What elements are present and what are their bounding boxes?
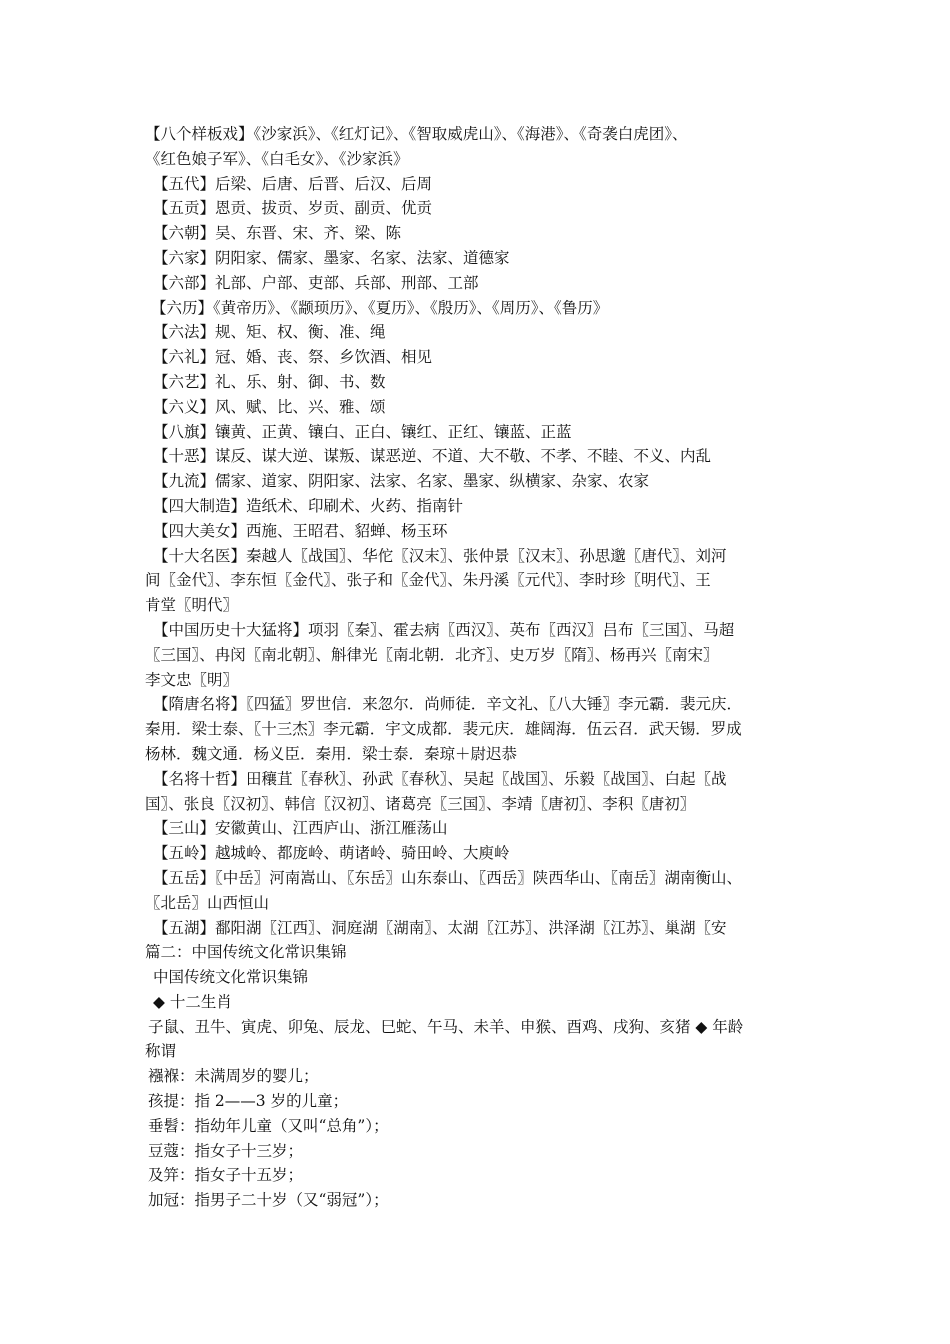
- text-line: 称谓: [145, 1042, 177, 1061]
- list-item: 及笄：指女子十五岁；: [148, 1166, 304, 1185]
- text-line: 【十大名医】秦越人〖战国〗、华佗〖汉末〗、张仲景〖汉末〗、孙思邈〖唐代〗、刘河: [153, 546, 727, 565]
- text-line: 【六朝】吴、东晋、宋、齐、梁、陈: [153, 224, 402, 243]
- text-line: 【名将十哲】田穰苴〖春秋〗、孙武〖春秋〗、吴起〖战国〗、乐毅〖战国〗、白起〖战: [153, 769, 727, 788]
- text-line: 〖三国〗、冉闵〖南北朝〗、斛律光〖南北朝．北齐〗、史万岁〖隋〗、杨再兴〖南宋〗: [145, 645, 719, 664]
- text-line: 《红色娘子军》、《白毛女》、《沙家浜》: [145, 149, 409, 168]
- text-line: 【五岳】〖中岳〗河南嵩山、〖东岳〗山东泰山、〖西岳〗陕西华山、〖南岳〗湖南衡山、: [153, 868, 743, 887]
- text-line: 【十恶】谋反、谋大逆、谋叛、谋恶逆、不道、大不敬、不孝、不睦、不义、内乱: [153, 447, 712, 466]
- text-line: 【四大制造】造纸术、印刷术、火药、指南针: [153, 496, 464, 515]
- list-item: 加冠：指男子二十岁（又“弱冠”）；: [148, 1191, 389, 1210]
- list-item: 豆蔻：指女子十三岁；: [148, 1141, 304, 1160]
- text-line: 【九流】儒家、道家、阴阳家、法家、名家、墨家、纵横家、杂家、农家: [153, 472, 650, 491]
- text-line: 杨林．魏文通．杨义臣．秦用．梁士泰．秦琼＋尉迟恭: [145, 744, 518, 763]
- subheading-zodiac: ◆ 十二生肖: [153, 992, 232, 1011]
- text-line: 【隋唐名将】〖四猛〗罗世信．来忽尔．尚师徒．辛文礼、〖八大锤〗李元霸．裴元庆．: [153, 695, 743, 714]
- list-item: 垂髫：指幼年儿童（又叫“总角”）；: [148, 1116, 389, 1135]
- text-line: 【五岭】越城岭、都庞岭、萌诸岭、骑田岭、大庾岭: [153, 844, 510, 863]
- text-line: 国〗、张良〖汉初〗、韩信〖汉初〗、诸葛亮〖三国〗、李靖〖唐初〗、李积〖唐初〗: [145, 794, 696, 813]
- text-line: 【中国历史十大猛将】项羽〖秦〗、霍去病〖西汉〗、英布〖西汉〗吕布〖三国〗、马超: [153, 620, 735, 639]
- text-line: 【三山】安徽黄山、江西庐山、浙江雁荡山: [153, 819, 448, 838]
- text-line: 〖北岳〗山西恒山: [145, 893, 270, 912]
- text-line: 【八旗】镶黄、正黄、镶白、正白、镶红、正红、镶蓝、正蓝: [153, 422, 572, 441]
- text-line: 【六法】规、矩、权、衡、准、绳: [153, 323, 386, 342]
- list-item: 孩提：指 2——3 岁的儿童；: [148, 1092, 349, 1111]
- text-line: 【六礼】冠、婚、丧、祭、乡饮酒、相见: [153, 348, 433, 367]
- text-line: 【六艺】礼、乐、射、御、书、数: [153, 372, 386, 391]
- document-page: [145, 122, 825, 1213]
- text-line: 秦用．梁士泰、〖十三杰〗李元霸．宇文成都．裴元庆．雄阔海．伍云召．武天锡．罗成: [145, 720, 742, 739]
- text-line: 【六家】阴阳家、儒家、墨家、名家、法家、道德家: [153, 248, 510, 267]
- text-line: 【六部】礼部、户部、吏部、兵部、刑部、工部: [153, 273, 479, 292]
- text-line: 【四大美女】西施、王昭君、貂蝉、杨玉环: [153, 521, 448, 540]
- text-line: 【六义】风、赋、比、兴、雅、颂: [153, 397, 386, 416]
- text-line: 肯堂〖明代〗: [145, 596, 239, 615]
- text-line: 子鼠、丑牛、寅虎、卯兔、辰龙、巳蛇、午马、未羊、申猴、酉鸡、戌狗、亥猪 ◆ 年龄: [148, 1017, 744, 1036]
- text-line: 【五代】后梁、后唐、后晋、后汉、后周: [153, 174, 433, 193]
- section-heading: 篇二：中国传统文化常识集锦: [145, 943, 347, 962]
- text-line: 李文忠〖明〗: [145, 670, 239, 689]
- text-line: 【八个样板戏】《沙家浜》、《红灯记》、《智取威虎山》、《海港》、《奇袭白虎团》、: [145, 125, 688, 143]
- list-item: 襁褓：未满周岁的婴儿；: [148, 1067, 319, 1086]
- text-line: 间〖金代〗、李东恒〖金代〗、张子和〖金代〗、朱丹溪〖元代〗、李时珍〖明代〗、王: [145, 571, 711, 590]
- text-line: 【六历】《黄帝历》、《颛顼历》、《夏历》、《殷历》、《周历》、《鲁历》: [151, 298, 609, 317]
- text-line: 【五湖】鄱阳湖〖江西〗、洞庭湖〖湖南〗、太湖〖江苏〗、洪泽湖〖江苏〗、巢湖〖安: [153, 918, 727, 937]
- document-title: 中国传统文化常识集锦: [153, 968, 309, 987]
- text-line: 【五贡】恩贡、拔贡、岁贡、副贡、优贡: [153, 199, 433, 218]
